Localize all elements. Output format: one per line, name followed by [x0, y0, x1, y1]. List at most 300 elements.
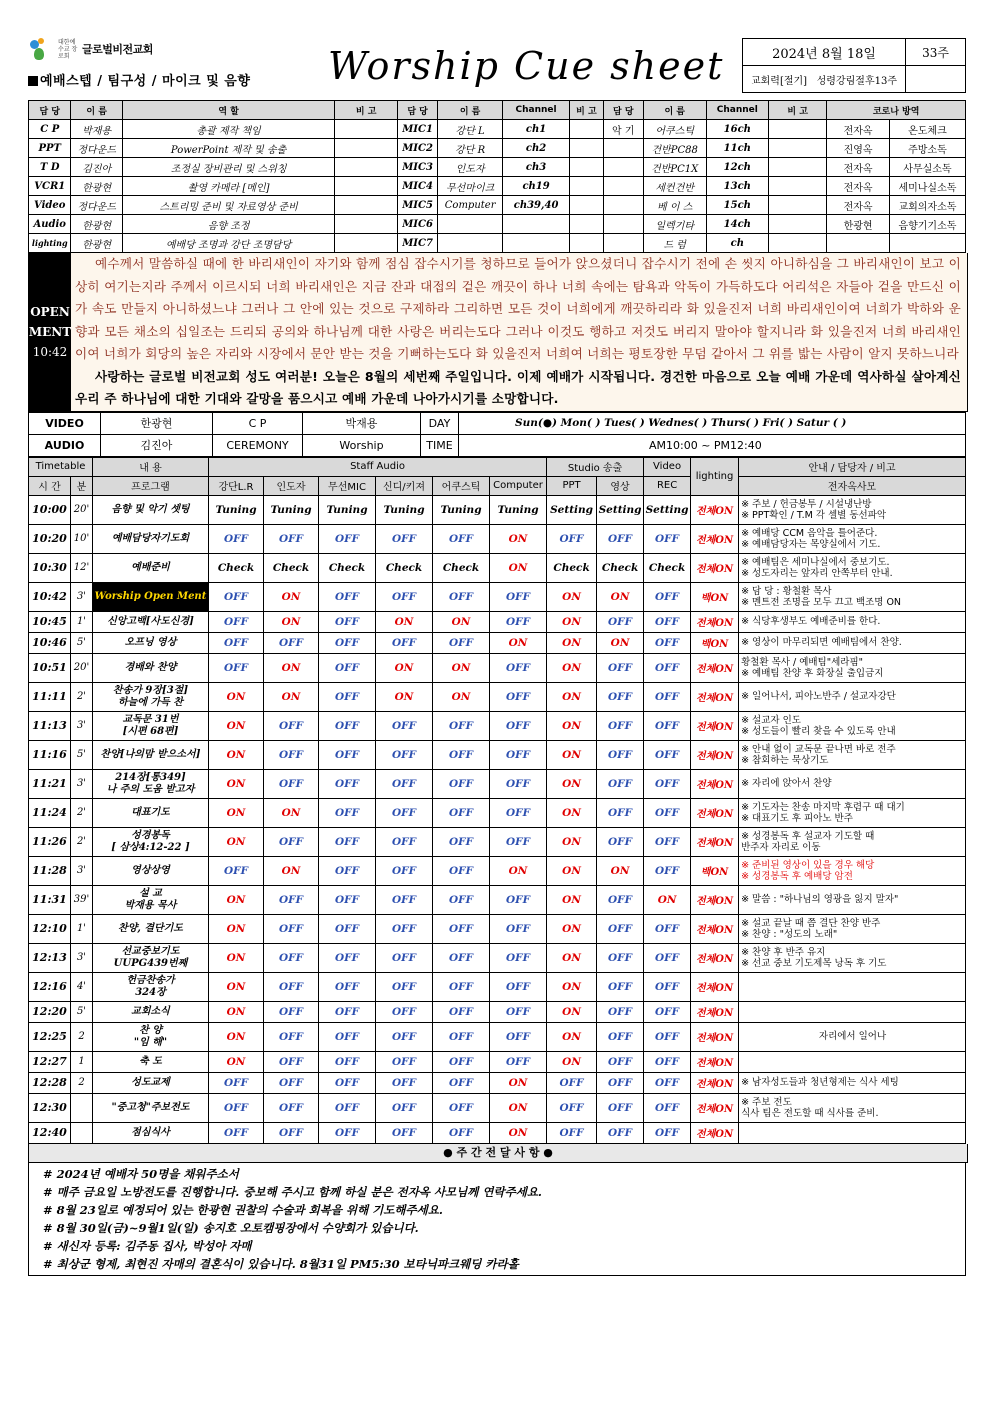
cue-row [29, 769, 966, 798]
cue-program: 축 도 [93, 1051, 209, 1072]
staff-cell: ch [706, 234, 769, 253]
staff-cell: 12ch [706, 158, 769, 177]
cue-status: ON [209, 1022, 264, 1051]
cue-status: OFF [209, 653, 264, 682]
cue-note: ※ 자리에 앉아서 찬양 [739, 769, 966, 798]
cue-sheet-page [28, 36, 966, 1276]
staff-cell: C P [29, 120, 71, 139]
staff-cell: Computer [438, 196, 503, 215]
cue-status: OFF [264, 769, 319, 798]
cue-status: OFF [209, 582, 264, 611]
cue-status: OFF [490, 885, 547, 914]
cue-status: OFF [644, 1022, 691, 1051]
video-value: 한광현 [101, 412, 213, 434]
staff-cell: 박재용 [71, 120, 122, 139]
notes-header: 안내 / 담당자 / 비고 [739, 457, 966, 476]
cue-status: OFF [264, 711, 319, 740]
date-box [742, 38, 966, 93]
cue-row [29, 553, 966, 582]
staff-cell: 스트리밍 준비 및 자료영상 준비 [122, 196, 334, 215]
staff-cell: 15ch [706, 196, 769, 215]
cue-status: OFF [490, 1001, 547, 1022]
cue-note: ※ 예배당 CCM 음악을 틀어준다. ※ 예배담당자는 목양실에서 기도. [739, 524, 966, 553]
cue-status: OFF [597, 885, 644, 914]
cue-status: ON [490, 856, 547, 885]
cue-status: ON [547, 972, 597, 1001]
cue-status: OFF [490, 582, 547, 611]
cue-status: OFF [597, 943, 644, 972]
cue-status: ON [209, 885, 264, 914]
cue-status: ON [547, 856, 597, 885]
cue-minutes: 2' [71, 798, 93, 827]
cue-row [29, 653, 966, 682]
cue-column-header: REC [644, 476, 691, 495]
cue-program: 오프닝 영상 [93, 632, 209, 653]
cue-status: OFF [490, 972, 547, 1001]
cue-status: OFF [597, 1122, 644, 1143]
cue-lighting: 전체ON [691, 1122, 739, 1143]
cue-lighting: 전체ON [691, 798, 739, 827]
staff-cell: VCR1 [29, 177, 71, 196]
cue-status: OFF [433, 827, 490, 856]
cue-status: OFF [376, 1001, 433, 1022]
day-selector: Sun(●) Mon( ) Tues( ) Wednes( ) Thurs( ) Fri( ) Satur ( ) [459, 412, 966, 434]
staff-cell [570, 215, 604, 234]
cue-status: ON [490, 1072, 547, 1093]
cue-status: OFF [644, 1122, 691, 1143]
staff-cell: ch2 [503, 139, 570, 158]
service-info-table [28, 412, 966, 457]
cue-status: OFF [264, 943, 319, 972]
staff-cell [769, 177, 827, 196]
cue-status: OFF [319, 682, 376, 711]
cue-status: OFF [319, 632, 376, 653]
cue-status: OFF [264, 524, 319, 553]
cue-minutes: 3' [71, 943, 93, 972]
cue-column-header: 무선MIC [319, 476, 376, 495]
cue-status: OFF [264, 1072, 319, 1093]
staff-cell [335, 177, 398, 196]
cue-row [29, 495, 966, 524]
cue-status: OFF [376, 1093, 433, 1122]
cue-lighting: 전체ON [691, 524, 739, 553]
cue-status: OFF [209, 856, 264, 885]
cue-time: 12:20 [29, 1001, 71, 1022]
cue-row [29, 943, 966, 972]
cue-status: OFF [490, 653, 547, 682]
staff-cell: 13ch [706, 177, 769, 196]
cue-status: OFF [433, 1122, 490, 1143]
staff-cell [769, 215, 827, 234]
page-title: Worship Cue sheet [328, 44, 725, 88]
cue-note: ※ 기도자는 찬송 마지막 후렴구 때 대기 ※ 대표기도 후 피아노 반주 [739, 798, 966, 827]
staff-header-cell: 비 고 [769, 101, 827, 120]
cue-status: OFF [376, 711, 433, 740]
staff-cell [570, 196, 604, 215]
cue-lighting: 전체ON [691, 495, 739, 524]
cue-status: ON [547, 611, 597, 632]
cue-status: ON [490, 524, 547, 553]
cue-status: ON [547, 711, 597, 740]
cue-status: Tuning [319, 495, 376, 524]
cue-lighting: 전체ON [691, 1022, 739, 1051]
cue-status: OFF [319, 972, 376, 1001]
ceremony-label: CEREMONY [213, 434, 303, 456]
cue-status: OFF [319, 1072, 376, 1093]
cue-status: Check [547, 553, 597, 582]
cue-status: OFF [644, 653, 691, 682]
cue-status: OFF [376, 524, 433, 553]
cue-status: ON [264, 611, 319, 632]
time-label: TIME [421, 434, 459, 456]
staff-cell [827, 234, 890, 253]
weekly-notices-header: ● 주 간 전 달 사 항 ● [28, 1144, 968, 1163]
cue-status: OFF [597, 1051, 644, 1072]
staff-cell: MIC2 [397, 139, 437, 158]
staff-cell: T D [29, 158, 71, 177]
cue-status: OFF [433, 1072, 490, 1093]
staff-row [29, 215, 966, 234]
cue-status: ON [264, 798, 319, 827]
cue-program: 음향 및 악기 셋팅 [93, 495, 209, 524]
cue-program: 교독문 31번 [시편 68편] [93, 711, 209, 740]
cue-lighting: 전체ON [691, 1072, 739, 1093]
cue-note: ※ 일어나서, 피아노반주 / 설교자강단 [739, 682, 966, 711]
cue-status: ON [547, 769, 597, 798]
cue-status: OFF [433, 769, 490, 798]
cue-status: ON [597, 856, 644, 885]
cue-time: 12:40 [29, 1122, 71, 1143]
cue-program: 신앙고백[사도신경] [93, 611, 209, 632]
cue-status: OFF [597, 1022, 644, 1051]
cue-row [29, 611, 966, 632]
cue-status: OFF [433, 632, 490, 653]
staff-header-cell: 이 름 [438, 101, 503, 120]
cue-status: OFF [433, 798, 490, 827]
cue-status: OFF [264, 740, 319, 769]
staff-cell: 일렉기타 [643, 215, 706, 234]
cue-column-header: 영상 [597, 476, 644, 495]
cue-minutes: 1' [71, 914, 93, 943]
cue-status: ON [433, 653, 490, 682]
staff-cell [769, 139, 827, 158]
cue-note: ※ 준비된 영상이 있을 경우 해당 ※ 성경봉독 후 예배당 암전 [739, 856, 966, 885]
cue-program: 찬송가 9장[3절] 하늘에 가득 찬 [93, 682, 209, 711]
cue-status: ON [547, 1022, 597, 1051]
staff-cell: 정다운드 [71, 139, 122, 158]
staff-header-cell: 담 당 [397, 101, 437, 120]
cue-status: OFF [433, 856, 490, 885]
cue-time: 11:26 [29, 827, 71, 856]
staff-cell: 전자옥 [827, 158, 890, 177]
scripture-text: 예수께서 말씀하실 때에 한 바리새인이 자기와 함께 점심 잡수시기를 청하므로 들어가 앉으셨더니 잡수시기 전에 손 씻지 아니하심을 그 바리새인이 보고 이상히 여기는지라 주께서 이르시되 너희 바리새인은 지금 잔과 대접의 겉은 깨끗이 하나 너희 속에는 탐욕과 악독이 가득하도다 어리석은 자들아 겉을 만드신 이가 속도 만들지 아니하셨느냐 그러나 그 안에 있는 것으로 구제하라 그리하면 모든 것이 너희에게 깨끗하리라 화 있을진저 너희 바리새인이여 너희가 박하와 운향과 모든 채소의 십일조는 드리되 공의와 하나님께 대한 사랑은 버리는도다 그러나 이것도 행하고 저것도 버리지 말아야 할지니라 화 있을진저 너희 바리새인이여 너희가 회당의 높은 자리와 시장에서 문안 받는 것을 기뻐하는도다 화 있을진저 너희여 너희는 평토장한 무덤 같아서 그 위를 밟는 사람이 알지 못하느니라 [75, 256, 961, 361]
staff-cell [769, 196, 827, 215]
cue-time: 12:27 [29, 1051, 71, 1072]
cue-status: OFF [319, 798, 376, 827]
cue-status: ON [209, 1001, 264, 1022]
staff-cell [335, 120, 398, 139]
cue-minutes: 20' [71, 495, 93, 524]
cue-minutes: 1' [71, 611, 93, 632]
cue-status: OFF [264, 1051, 319, 1072]
staff-cell: 건반PC88 [643, 139, 706, 158]
cue-program: 설 교 박재용 목사 [93, 885, 209, 914]
cue-status: OFF [644, 711, 691, 740]
cue-status: OFF [319, 769, 376, 798]
cue-status: Setting [547, 495, 597, 524]
cue-status: ON [547, 1051, 597, 1072]
cue-note: ※ 영상이 마무리되면 예배팀에서 찬양. [739, 632, 966, 653]
cue-time: 12:30 [29, 1093, 71, 1122]
cue-status: Check [319, 553, 376, 582]
cue-status: OFF [209, 524, 264, 553]
cue-lighting: 전체ON [691, 769, 739, 798]
cue-status: OFF [319, 943, 376, 972]
staff-cell: 총괄 제작 책임 [122, 120, 334, 139]
staff-cell: MIC3 [397, 158, 437, 177]
cue-status: OFF [376, 740, 433, 769]
cue-minutes: 2' [71, 827, 93, 856]
cue-status: OFF [597, 524, 644, 553]
cue-status: ON [547, 632, 597, 653]
cue-minutes: 3' [71, 711, 93, 740]
cue-status: OFF [597, 798, 644, 827]
cue-status: OFF [597, 827, 644, 856]
cue-status: OFF [490, 827, 547, 856]
cue-time: 11:11 [29, 682, 71, 711]
staff-row [29, 158, 966, 177]
cue-status: OFF [433, 972, 490, 1001]
notice-item: # 8월 30일(금)~9월1일(일) 송지호 오토캠핑장에서 수양회가 있습니다. [43, 1220, 419, 1235]
cue-status: OFF [490, 943, 547, 972]
cue-lighting: 백ON [691, 582, 739, 611]
cue-program: 경배와 찬양 [93, 653, 209, 682]
staff-cell [335, 196, 398, 215]
cue-row [29, 711, 966, 740]
staff-row [29, 234, 966, 253]
staff-cell: MIC4 [397, 177, 437, 196]
staff-cell: 사무실소독 [889, 158, 965, 177]
cue-status: OFF [376, 943, 433, 972]
cue-status: OFF [433, 740, 490, 769]
timetable-header: Timetable [29, 457, 93, 476]
staff-cell: Video [29, 196, 71, 215]
cue-status: ON [547, 885, 597, 914]
cue-minutes: 3' [71, 582, 93, 611]
page-subtitle [28, 70, 250, 89]
cue-lighting: 전체ON [691, 682, 739, 711]
cue-status: ON [547, 682, 597, 711]
cue-status: OFF [319, 611, 376, 632]
cue-column-header: 강단L.R [209, 476, 264, 495]
staff-cell [335, 215, 398, 234]
cue-status: OFF [644, 972, 691, 1001]
service-date: 2024년 8월 18일 [743, 39, 906, 66]
cue-status: OFF [597, 682, 644, 711]
staff-header-cell: Channel [706, 101, 769, 120]
cue-time: 11:16 [29, 740, 71, 769]
cue-status: ON [376, 653, 433, 682]
time-value: AM10:00 ~ PM12:40 [459, 434, 966, 456]
cue-status: Check [644, 553, 691, 582]
cue-status: Tuning [490, 495, 547, 524]
cue-minutes: 39' [71, 885, 93, 914]
cue-status: OFF [264, 1022, 319, 1051]
cue-status: OFF [319, 582, 376, 611]
staff-cell: 강단 R [438, 139, 503, 158]
staff-cell [503, 215, 570, 234]
cue-column-header: 어쿠스틱 [433, 476, 490, 495]
cue-status: OFF [597, 914, 644, 943]
staff-cell: 한광현 [827, 215, 890, 234]
cue-status: OFF [597, 740, 644, 769]
cue-time: 12:25 [29, 1022, 71, 1051]
cue-status: OFF [490, 769, 547, 798]
cue-status: OFF [209, 611, 264, 632]
cue-row [29, 524, 966, 553]
staff-cell: 드 럼 [643, 234, 706, 253]
notice-item: # 최상군 형제, 최현진 자매의 결혼식이 있습니다. 8월31일 PM5:30 보타닉파크웨딩 카라홀 [43, 1256, 519, 1271]
cue-row [29, 682, 966, 711]
cue-status: OFF [264, 1001, 319, 1022]
cue-time: 12:13 [29, 943, 71, 972]
cue-status: OFF [547, 1072, 597, 1093]
cue-note: ※ 찬양 후 반주 유지 ※ 선교 중보 기도제목 낭독 후 기도 [739, 943, 966, 972]
cue-status: OFF [264, 827, 319, 856]
cue-program: 대표기도 [93, 798, 209, 827]
cue-row [29, 914, 966, 943]
staff-cell: 인도자 [438, 158, 503, 177]
staff-cell [335, 158, 398, 177]
cue-minutes: 2 [71, 1022, 93, 1051]
cue-program: 영상상영 [93, 856, 209, 885]
cue-row [29, 582, 966, 611]
staff-cell [570, 234, 604, 253]
staff-header-cell: Channel [503, 101, 570, 120]
cue-status: OFF [319, 1001, 376, 1022]
cue-status: OFF [319, 1051, 376, 1072]
staff-cell: 조정실 장비관리 및 스위칭 [122, 158, 334, 177]
cue-lighting: 전체ON [691, 740, 739, 769]
cue-status: OFF [644, 943, 691, 972]
cue-status: OFF [433, 524, 490, 553]
cue-status: OFF [376, 769, 433, 798]
cue-status: OFF [433, 582, 490, 611]
cue-column-header: 전자옥사모 [739, 476, 966, 495]
staff-cell: 건반PC1X [643, 158, 706, 177]
audio-value: 김진아 [101, 434, 213, 456]
cue-status: ON [209, 711, 264, 740]
cue-note: ※ 남자성도들과 청년형제는 식사 세팅 [739, 1072, 966, 1093]
cue-lighting: 전체ON [691, 972, 739, 1001]
staff-cell [603, 139, 643, 158]
cue-status: ON [264, 682, 319, 711]
staff-cell [769, 120, 827, 139]
cue-program: 성경봉독 [ 삼상4:12-22 ] [93, 827, 209, 856]
cue-status: ON [547, 1001, 597, 1022]
staff-cell: 악 기 [603, 120, 643, 139]
cue-status: Tuning [264, 495, 319, 524]
church-denomination: 대한예수교 장로회 [58, 38, 78, 60]
cue-status: OFF [319, 1093, 376, 1122]
cue-minutes: 3' [71, 856, 93, 885]
video-header: Video [644, 457, 691, 476]
staff-cell: 세미나실소독 [889, 177, 965, 196]
cue-lighting: 전체ON [691, 1051, 739, 1072]
cue-program: 찬양[나의맘 받으소서] [93, 740, 209, 769]
cue-minutes: 1 [71, 1051, 93, 1072]
staff-cell: 음향기기소독 [889, 215, 965, 234]
staff-cell: MIC1 [397, 120, 437, 139]
cue-status: OFF [264, 1122, 319, 1143]
cue-row [29, 856, 966, 885]
cue-status: OFF [319, 1022, 376, 1051]
cue-status: OFF [644, 582, 691, 611]
cue-column-header: Computer [490, 476, 547, 495]
cue-status: Check [597, 553, 644, 582]
cue-note [739, 1122, 966, 1143]
cue-row [29, 1001, 966, 1022]
cue-status: OFF [490, 682, 547, 711]
cue-status: ON [209, 914, 264, 943]
church-logo [28, 36, 153, 62]
cue-status: OFF [547, 524, 597, 553]
cue-program: 교회소식 [93, 1001, 209, 1022]
staff-cell: PowerPoint 제작 및 송출 [122, 139, 334, 158]
staff-cell: 촬영 카메라 [메인] [122, 177, 334, 196]
cue-time: 10:30 [29, 553, 71, 582]
cue-status: OFF [597, 1001, 644, 1022]
cue-status: Check [264, 553, 319, 582]
cue-status: Check [376, 553, 433, 582]
cue-status: OFF [597, 972, 644, 1001]
notice-item: # 새신자 등록: 김주동 집사, 박성아 자매 [43, 1238, 252, 1253]
cue-note [739, 1051, 966, 1072]
cue-note: 황철환 목사 / 예배팀"세라핌" ※ 예배팀 찬양 후 화장실 출입금지 [739, 653, 966, 682]
cue-status: ON [644, 885, 691, 914]
cue-status: ON [490, 553, 547, 582]
cue-lighting: 전체ON [691, 653, 739, 682]
staff-cell: 한광현 [71, 215, 122, 234]
cue-status: OFF [376, 632, 433, 653]
cue-column-header: 신디/키져 [376, 476, 433, 495]
cue-status: ON [490, 1122, 547, 1143]
cue-time: 11:28 [29, 856, 71, 885]
cue-row [29, 1122, 966, 1143]
staff-cell: ch19 [503, 177, 570, 196]
cue-row [29, 740, 966, 769]
cue-status: OFF [490, 798, 547, 827]
cue-status: Tuning [376, 495, 433, 524]
staff-cell: ch1 [503, 120, 570, 139]
staff-cell: 강단 L [438, 120, 503, 139]
cue-status: OFF [319, 524, 376, 553]
staff-cell: 김진아 [71, 158, 122, 177]
cue-row [29, 972, 966, 1001]
cue-column-header: 인도자 [264, 476, 319, 495]
cue-note: ※ 안내 없이 교독문 끝나면 바로 전주 ※ 참회하는 묵상기도 [739, 740, 966, 769]
cue-status: OFF [376, 885, 433, 914]
cue-minutes: 3' [71, 769, 93, 798]
cue-status: OFF [376, 582, 433, 611]
cue-note: ※ 식당후생부도 예배준비를 한다. [739, 611, 966, 632]
cue-status: OFF [319, 1122, 376, 1143]
staff-cell [438, 234, 503, 253]
cue-lighting: 전체ON [691, 943, 739, 972]
cue-status: OFF [319, 653, 376, 682]
staff-cell: 정다운드 [71, 196, 122, 215]
cue-row [29, 632, 966, 653]
